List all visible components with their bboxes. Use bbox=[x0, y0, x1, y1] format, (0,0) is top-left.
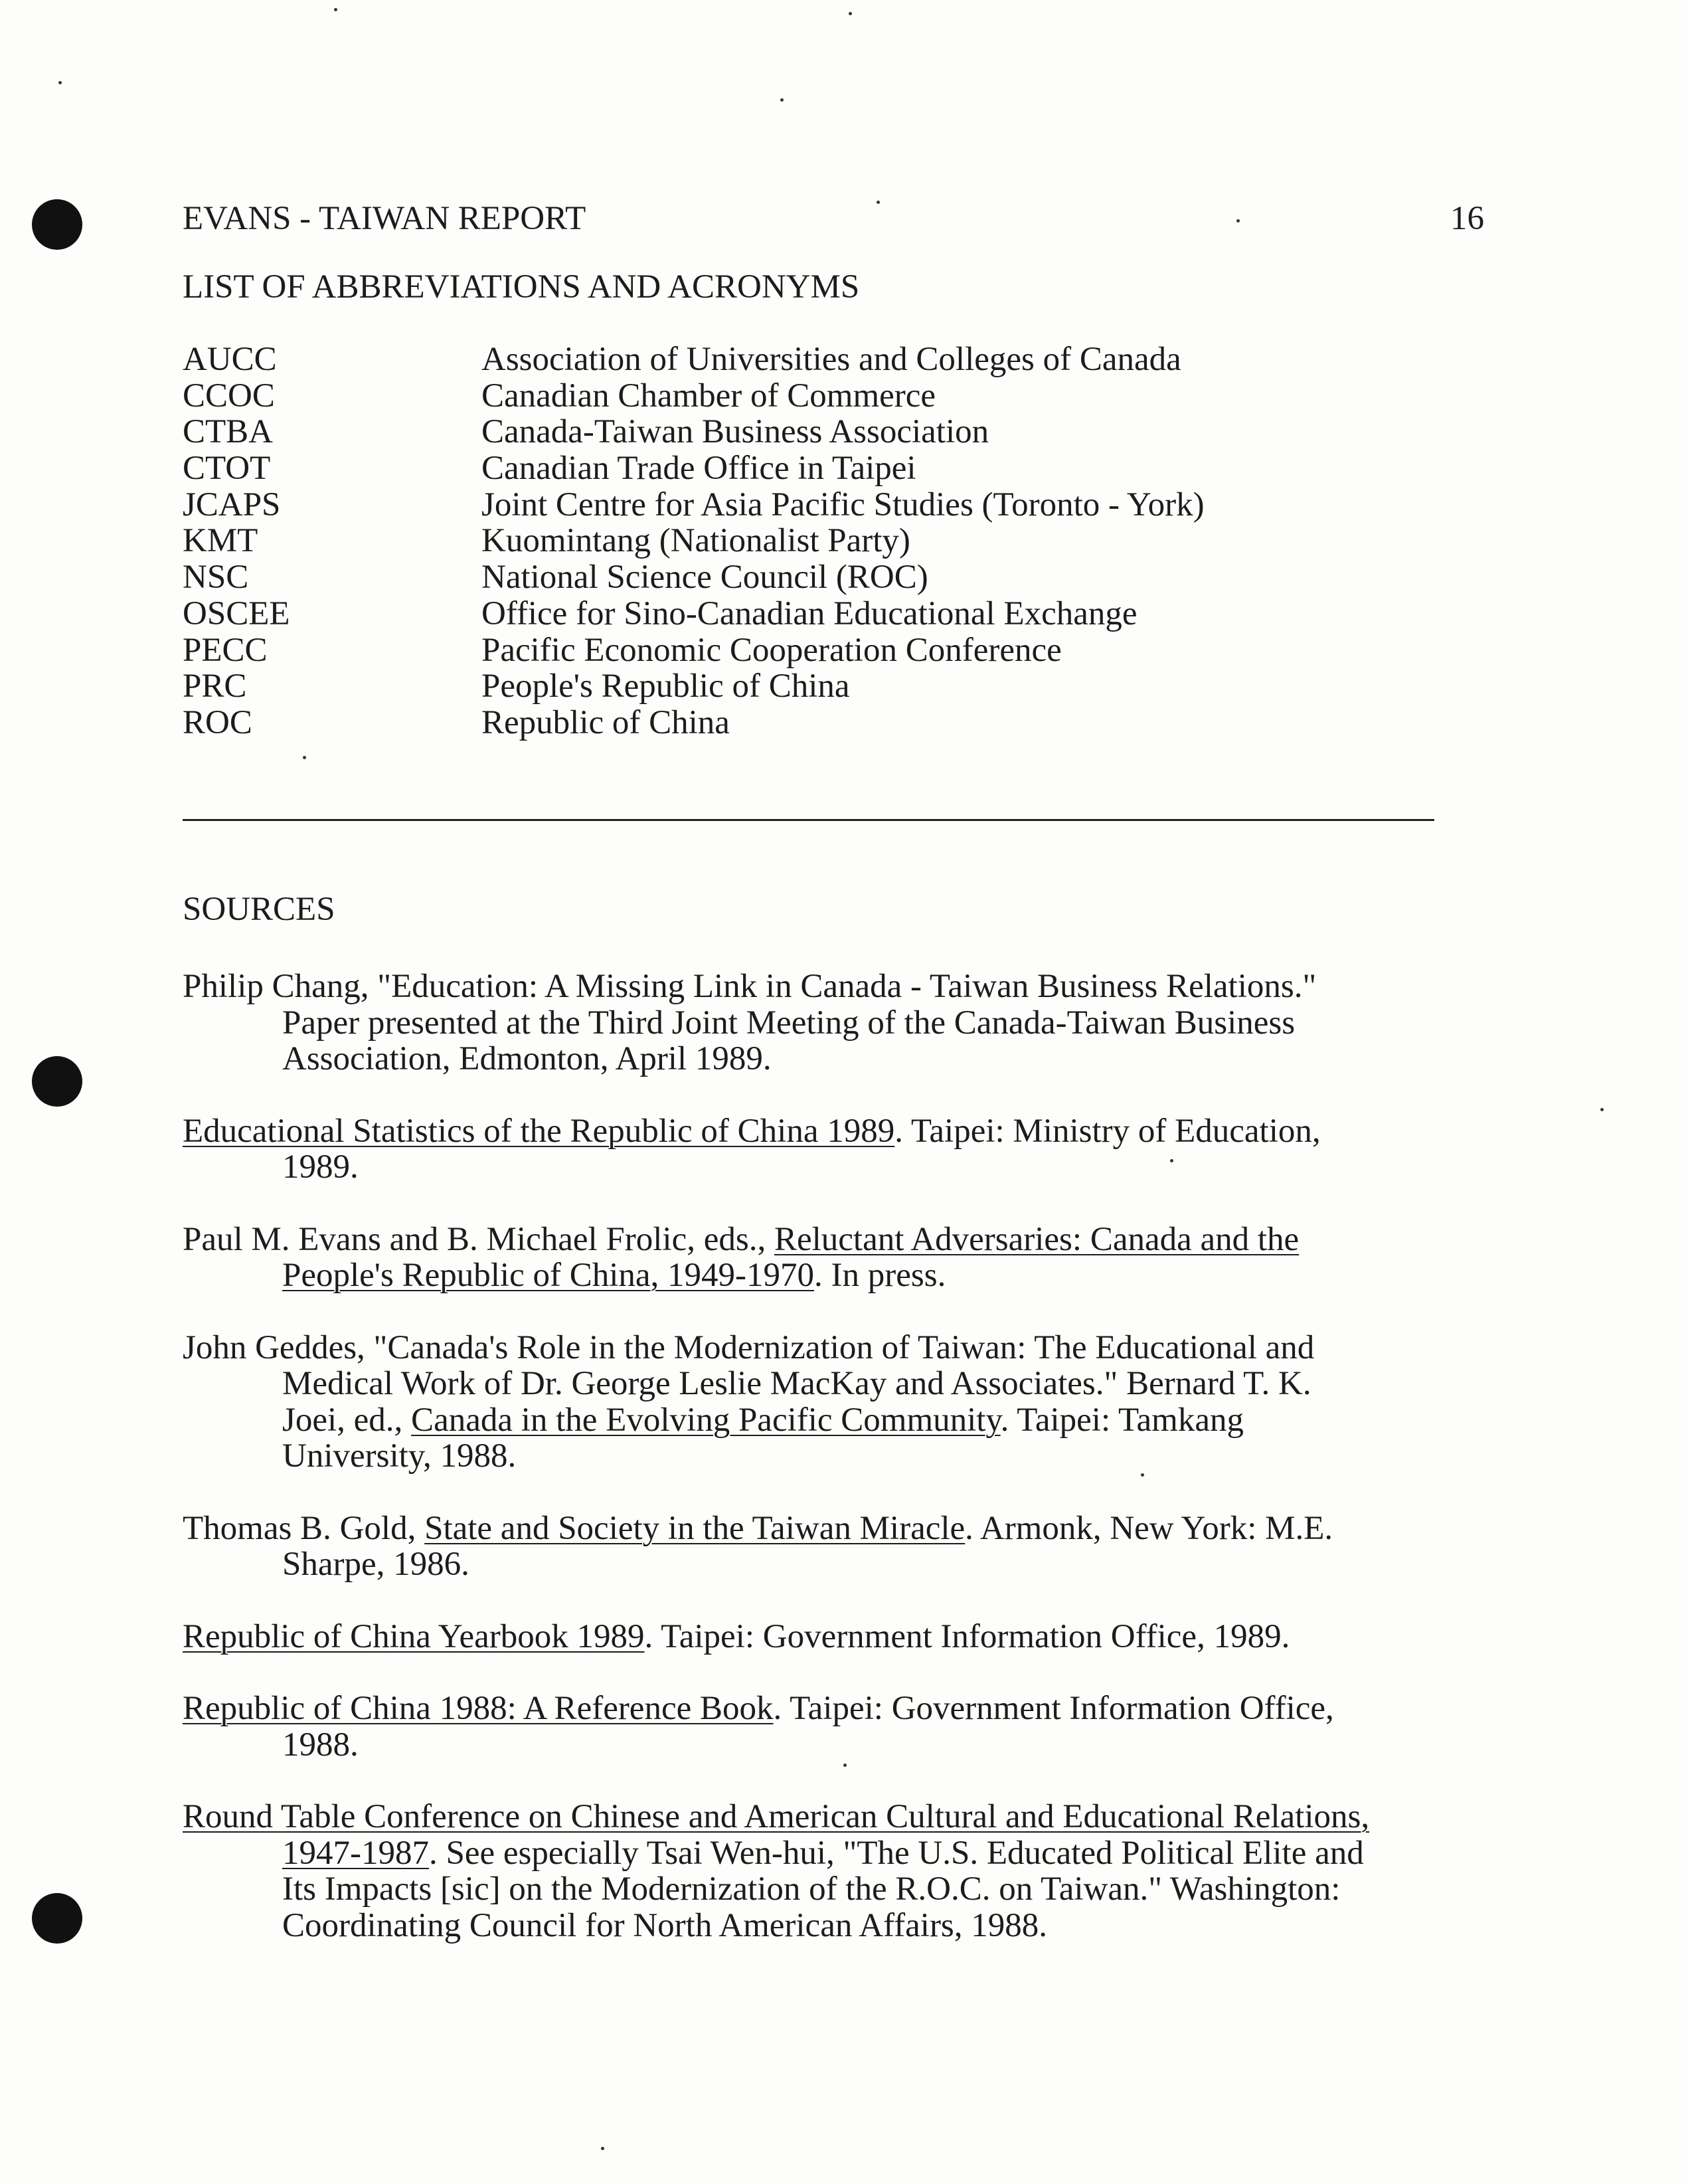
abbreviation-definition: Joint Centre for Asia Pacific Studies (Toronto - York) bbox=[481, 486, 1205, 523]
abbreviation-code: OSCEE bbox=[183, 594, 290, 632]
abbreviation-definition: Office for Sino-Canadian Educational Exchange bbox=[481, 594, 1138, 632]
abbreviation-definition: Canadian Chamber of Commerce bbox=[481, 377, 936, 414]
source-title: Republic of China Yearbook 1989 bbox=[183, 1617, 645, 1655]
scan-speck bbox=[1236, 219, 1240, 223]
abbreviation-definition: People's Republic of China bbox=[481, 668, 850, 705]
abbreviation-code: ROC bbox=[183, 703, 252, 741]
source-entry bbox=[183, 1113, 1484, 1186]
source-title: State and Society in the Taiwan Miracle bbox=[424, 1509, 966, 1547]
source-text: Philip Chang, "Education: A Missing Link in Canada - Taiwan Business Relations." Paper presented at the Third Joint Meeting of the Canada-Taiwan Business Association, Edmonton, April 1989. bbox=[183, 968, 1317, 1077]
sources-heading: SOURCES bbox=[183, 891, 335, 928]
source-title: Educational Statistics of the Republic of China 1989 bbox=[183, 1112, 895, 1150]
scan-speck bbox=[849, 12, 852, 15]
punch-hole-bottom bbox=[32, 1893, 82, 1944]
abbreviation-code: PRC bbox=[183, 668, 247, 705]
source-entry bbox=[183, 1330, 1484, 1475]
source-text: . In press. bbox=[814, 1257, 946, 1294]
source-text: Thomas B. Gold, bbox=[183, 1509, 425, 1547]
scan-speck bbox=[303, 756, 306, 759]
abbreviation-definition: Kuomintang (Nationalist Party) bbox=[481, 522, 910, 560]
abbreviation-code: CCOC bbox=[183, 377, 275, 414]
abbreviation-definition: Canada-Taiwan Business Association bbox=[481, 413, 989, 451]
source-text: . Taipei: Tamkang University, 1988. bbox=[282, 1401, 1244, 1475]
abbreviation-definition: Canadian Trade Office in Taipei bbox=[481, 450, 916, 488]
source-entry bbox=[183, 1619, 1484, 1655]
abbreviation-code: CTBA bbox=[183, 413, 274, 451]
source-entry bbox=[183, 1690, 1484, 1763]
abbreviations-heading: LIST OF ABBREVIATIONS AND ACRONYMS bbox=[183, 268, 860, 306]
source-text: . Taipei: Ministry of Education, 1989. bbox=[282, 1112, 1321, 1186]
scan-speck bbox=[334, 8, 337, 11]
scan-speck bbox=[601, 2147, 604, 2150]
source-text: John Geddes, "Canada's Role in the Modernization of Taiwan: The Educational and Medical Work of Dr. George Leslie MacKay and Associates." Bernard T. K. Joei, ed., bbox=[183, 1328, 1315, 1439]
punch-hole-middle bbox=[32, 1056, 82, 1107]
page-number: 16 bbox=[1450, 200, 1484, 237]
abbreviation-code: CTOT bbox=[183, 450, 271, 488]
abbreviation-definition: National Science Council (ROC) bbox=[481, 559, 928, 596]
report-title: EVANS - TAIWAN REPORT bbox=[183, 200, 586, 237]
source-entry bbox=[183, 1222, 1484, 1294]
sources-list bbox=[183, 968, 1484, 1979]
abbreviation-code: AUCC bbox=[183, 341, 277, 378]
source-text: . Taipei: Government Information Office, 1989. bbox=[644, 1617, 1290, 1655]
section-divider bbox=[183, 819, 1434, 821]
source-text: Paul M. Evans and B. Michael Frolic, eds., bbox=[183, 1220, 774, 1258]
source-entry bbox=[183, 1799, 1484, 1944]
punch-hole-top bbox=[32, 199, 82, 250]
source-title: Reluctant Adversaries: Canada and the People's Republic of China, 1949-1970 bbox=[282, 1220, 1300, 1294]
source-title: Canada in the Evolving Pacific Community bbox=[411, 1401, 1001, 1439]
source-entry bbox=[183, 968, 1484, 1077]
abbreviation-definition: Pacific Economic Cooperation Conference bbox=[481, 631, 1062, 669]
source-title: Republic of China 1988: A Reference Book bbox=[183, 1690, 774, 1727]
abbreviation-code: JCAPS bbox=[183, 486, 281, 523]
scan-speck bbox=[877, 201, 880, 204]
abbreviation-code: KMT bbox=[183, 522, 258, 560]
scan-speck bbox=[1600, 1108, 1604, 1111]
source-text: . Armonk, New York: M.E. Sharpe, 1986. bbox=[282, 1509, 1333, 1583]
abbreviation-code: NSC bbox=[183, 559, 249, 596]
scan-speck bbox=[780, 98, 784, 102]
source-title: Round Table Conference on Chinese and American Cultural and Educational Relations, 1947-1987 bbox=[183, 1798, 1370, 1872]
source-text: . Taipei: Government Information Office, 1988. bbox=[282, 1690, 1334, 1764]
source-entry bbox=[183, 1510, 1484, 1583]
abbreviation-definition: Association of Universities and Colleges of Canada bbox=[481, 341, 1181, 378]
scan-speck bbox=[58, 81, 62, 84]
abbreviation-definition: Republic of China bbox=[481, 703, 730, 741]
abbreviation-code: PECC bbox=[183, 631, 268, 669]
source-text: . See especially Tsai Wen-hui, "The U.S. Educated Political Elite and Its Impacts [sic] on the Modernization of the R.O.C. on Taiwan." Washington: Coordinating Council for North American Affairs, 1988. bbox=[282, 1834, 1364, 1944]
